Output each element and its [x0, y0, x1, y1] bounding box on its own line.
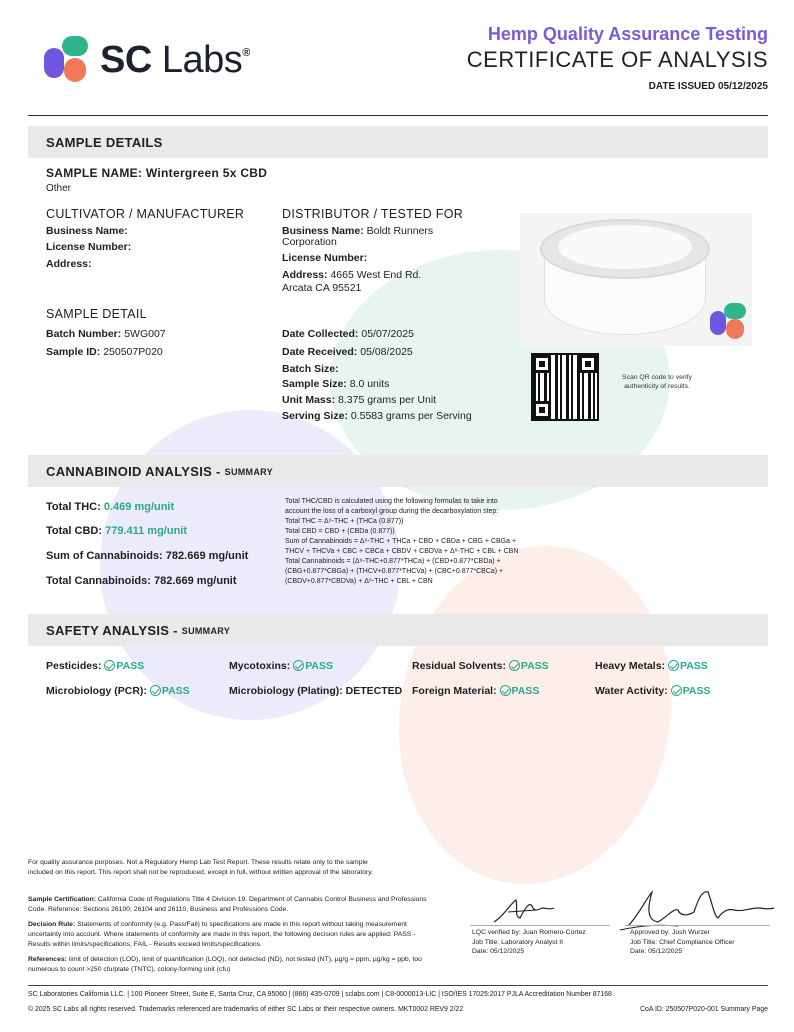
distributor-address-cont: Arcata CA 95521: [282, 282, 362, 294]
safety-item-foreign-material: Foreign Material: PASS: [412, 685, 540, 697]
sum-of-cannabinoids: Sum of Cannabinoids: 782.669 mg/unit: [46, 550, 249, 562]
product-image: [520, 213, 752, 346]
check-circle-icon: [509, 660, 520, 671]
footer-line-1: SC Laboratories California LLC. | 100 Pioneer Street, Suite E, Santa Cruz, CA 95060 | (866) 435-0709 | sclabs.com | C8-0000013-LIC | ISO/IES 17025:2017 PJLA Accreditation Number 87168: [28, 991, 612, 998]
total-cbd: Total CBD: 779.411 mg/unit: [46, 525, 188, 537]
footer-line-2: © 2025 SC Labs all rights reserved. Trademarks referenced are trademarks of either SC Labs or their respective owners. MKT0002 REV9 2/22 CoA ID: 250507P020-001 Summary Page: [28, 1006, 768, 1013]
cultivator-license-number: License Number:: [46, 241, 132, 253]
sample-certification: Sample Certification: California Code of Regulations Title 4 Division 19. Department of Cannabis Control Business and Professions Code. Reference: Sections 26100, 26104 and 26110, Business and Professions Code.: [28, 896, 427, 913]
check-circle-icon: [668, 660, 679, 671]
qr-code[interactable]: [531, 353, 599, 421]
safety-item-water-activity: Water Activity: PASS: [595, 685, 711, 697]
date-issued: DATE ISSUED 05/12/2025: [648, 81, 768, 92]
sample-id: Sample ID: 250507P020: [46, 346, 163, 358]
cannabinoid-analysis-bar: CANNABINOID ANALYSIS - SUMMARY: [28, 455, 768, 487]
cultivator-heading: CULTIVATOR / MANUFACTURER: [46, 207, 245, 221]
safety-item-residual-solvents: Residual Solvents: PASS: [412, 660, 549, 672]
disclaimer: For quality assurance purposes. Not a Regulatory Hemp Lab Test Report. These results relate only to the sample included on this report. This report shall not be reproduced, except in full, without written approval of the laboratory.: [28, 859, 374, 876]
sample-detail-heading: SAMPLE DETAIL: [46, 307, 147, 321]
header-subtitle: Hemp Quality Assurance Testing: [487, 24, 768, 44]
sample-name: SAMPLE NAME: Wintergreen 5x CBD: [46, 166, 268, 180]
calculation-formulas: Total THC/CBD is calculated using the following formulas to take into account the loss of a carboxyl group during the decarboxylation step: Total THC = Δ⁹-THC + (THCa (0.877)) Total CBD = CBD + (CBDa (0.877)) Sum of Cannabinoids = Δ⁹-THC + THCa + CBD + CBDa + CBG + CBGa + THCV + THCVa + CBC + CBCa + CBDV + CBDVa + Δ⁸-THC + CBL + CBN Total Cannabinoids = (Δ⁹-THC+0.877*THCa) + (CBD+0.877*CBDa) + (CBG+0.877*CBGa) + (THCV+0.877*THCVa) + (CBC+0.877*CBCa) + (CBDV+0.877*CBDVa) + Δ⁸-THC + CBL + CBN: [285, 498, 519, 585]
date-received: Date Received: 05/08/2025: [282, 346, 413, 358]
logo-wordmark: SC Labs®: [100, 38, 250, 81]
sample-size: Sample Size: 8.0 units: [282, 378, 390, 390]
logo-mark-icon: [710, 301, 750, 341]
safety-item-heavy-metals: Heavy Metals: PASS: [595, 660, 708, 672]
signature-line: [625, 925, 770, 926]
serving-size: Serving Size: 0.5583 grams per Serving: [282, 410, 472, 422]
batch-size: Batch Size:: [282, 363, 339, 375]
sample-details-bar: SAMPLE DETAILS: [28, 126, 768, 158]
cultivator-address: Address:: [46, 258, 92, 270]
sample-category: Other: [46, 183, 72, 194]
signatory-juan: LQC verified by: Juan Romero-Cortez Job Title: Laboratory Analyst II Date: 05/12/2025: [472, 929, 586, 956]
safety-analysis-bar: SAFETY ANALYSIS - SUMMARY: [28, 614, 768, 646]
check-circle-icon: [104, 660, 115, 671]
qr-note: Scan QR code to verify authenticity of results.: [622, 374, 692, 391]
header-divider: [28, 115, 768, 116]
safety-item-microbiology-plating: Microbiology (Plating): DETECTED: [229, 685, 403, 697]
safety-item-mycotoxins: Mycotoxins: PASS: [229, 660, 334, 672]
distributor-business-name-cont: Corporation: [282, 236, 337, 248]
signature-line: [470, 925, 610, 926]
header-titles: [467, 24, 768, 92]
safety-item-microbiology-pcr: Microbiology (PCR): PASS: [46, 685, 190, 697]
check-circle-icon: [293, 660, 304, 671]
date-collected: Date Collected: 05/07/2025: [282, 328, 414, 340]
check-circle-icon: [150, 685, 161, 696]
references: References: limit of detection (LOD), limit of quantification (LOQ), not detected (ND), not tested (NT), µg/g = ppm, µg/kg = ppb, too numerous to count >250 cfu/plate (TNTC), colony-forming unit (cfu): [28, 956, 422, 973]
cultivator-business-name: Business Name:: [46, 225, 128, 237]
decision-rule: Decision Rule: Statements of conformity (e.g. Pass/Fail) to specifications are made in this report without taking measurement uncertainty into account. Where statements of conformity are made in this report, the following decision rules are applied: PASS - Results within limits/specifications, FAIL - Results exceed limits/specifications.: [28, 921, 416, 948]
distributor-heading: DISTRIBUTOR / TESTED FOR: [282, 207, 464, 221]
unit-mass: Unit Mass: 8.375 grams per Unit: [282, 394, 437, 406]
safety-item-pesticides: Pesticides: PASS: [46, 660, 145, 672]
distributor-business-name: Business Name: Boldt Runners: [282, 225, 434, 237]
header-title: CERTIFICATE OF ANALYSIS: [466, 47, 768, 72]
total-cannabinoids: Total Cannabinoids: 782.669 mg/unit: [46, 575, 237, 587]
check-circle-icon: [500, 685, 511, 696]
distributor-address: Address: 4665 West End Rd.: [282, 269, 422, 281]
sc-labs-logo: [42, 36, 250, 84]
logo-mark-icon: [42, 36, 94, 84]
batch-number: Batch Number: 5WG007: [46, 328, 166, 340]
signatory-josh: Approved by: Josh Wurzer Job Title: Chief Compliance Officer Date: 05/12/2025: [630, 929, 735, 956]
check-circle-icon: [671, 685, 682, 696]
distributor-license-number: License Number:: [282, 252, 368, 264]
footer-divider: [28, 985, 768, 986]
total-thc: Total THC: 0.469 mg/unit: [46, 501, 175, 513]
signature-juan-romero-cortez: [490, 896, 560, 926]
